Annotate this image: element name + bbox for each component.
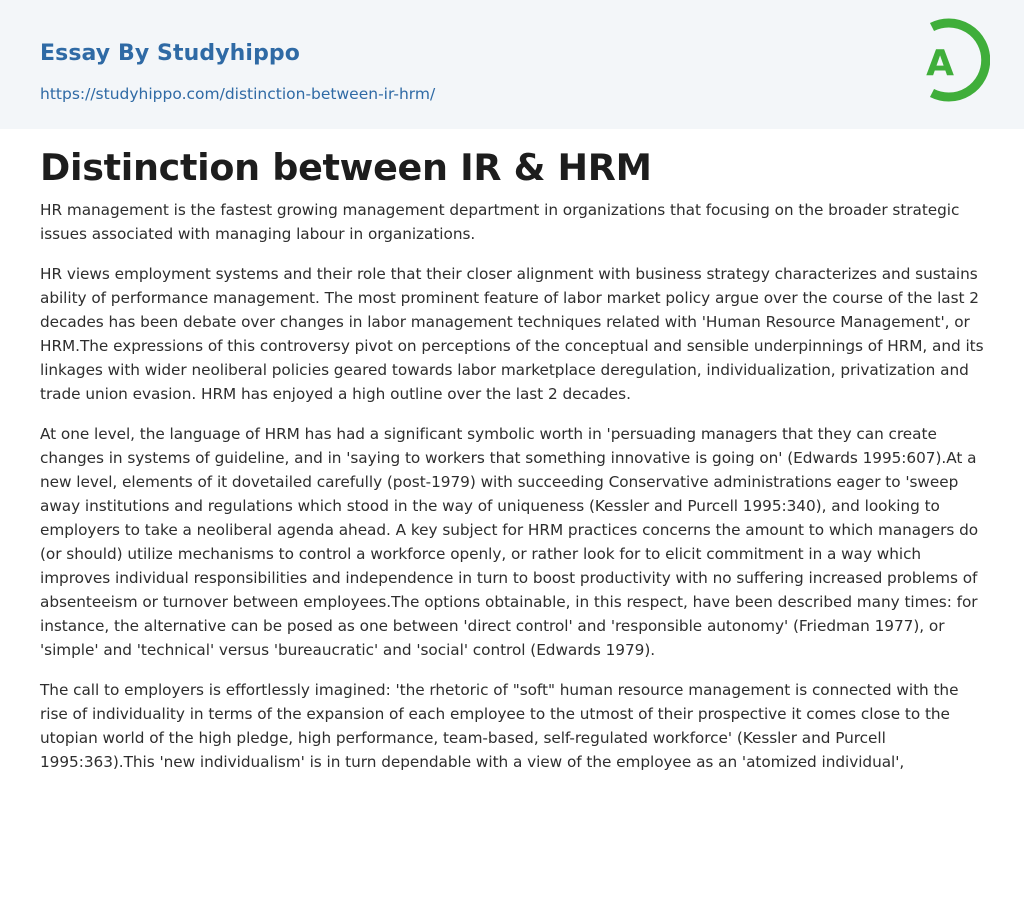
site-header <box>0 0 1024 129</box>
essay-paragraph: At one level, the language of HRM has had a significant symbolic worth in 'persuading managers that they can create changes in systems of guideline, and in 'saying to workers that something innovative is going on' (Edwards 1995:607).At a new level, elements of it dovetailed carefully (post-1979) with succeeding Conservative administrations eager to 'sweep away institutions and regulations which stood in the way of uniqueness (Kessler and Purcell 1995:340), and looking to employers to take a neoliberal agenda ahead. A key subject for HRM practices concerns the amount to which managers do (or should) utilize mechanisms to control a workforce openly, or rather look for to elicit commitment in a way which improves individual responsibilities and independence in turn to boost productivity with no suffering increased problems of absenteeism or turnover between employees.The options obtainable, in this respect, have been described many times: for instance, the alternative can be posed as one between 'direct control' and 'responsible autonomy' (Friedman 1977), or 'simple' and 'technical' versus 'bureaucratic' and 'social' control (Edwards 1979). <box>40 425 979 659</box>
site-brand[interactable]: Essay By Studyhippo <box>40 41 300 66</box>
essay-paragraph: HR management is the fastest growing management department in organizations that focusing on the broader strategic issues associated with managing labour in organizations. <box>40 201 960 243</box>
essay-content <box>40 144 988 790</box>
essay-paragraph: The call to employers is effortlessly imagined: 'the rhetoric of "soft" human resource management is connected with the rise of individuality in terms of the expansion of each employee to the utmost of their prospective it comes close to the utopian world of the high pledge, high performance, team-based, self-regulated workforce' (Kessler and Purcell 1995:363).This 'new individualism' is in turn dependable with a view of the employee as an 'atomized individual', <box>40 681 959 771</box>
studyhippo-logo-icon[interactable] <box>906 18 990 106</box>
logo-letter: A <box>926 43 954 84</box>
essay-paragraph: HR views employment systems and their role that their closer alignment with business strategy characterizes and sustains ability of performance management. The most prominent feature of labor market policy argue over the course of the last 2 decades has been debate over changes in labor management techniques related with 'Human Resource Management', or HRM.The expressions of this controversy pivot on perceptions of the conceptual and sensible underpinnings of HRM, and its linkages with wider neoliberal policies geared towards labor marketplace deregulation, individualization, privatization and trade union evasion. HRM has enjoyed a high outline over the last 2 decades. <box>40 265 984 403</box>
essay-url-link[interactable]: https://studyhippo.com/distinction-between-ir-hrm/ <box>40 85 436 103</box>
essay-title: Distinction between IR & HRM <box>40 146 652 189</box>
